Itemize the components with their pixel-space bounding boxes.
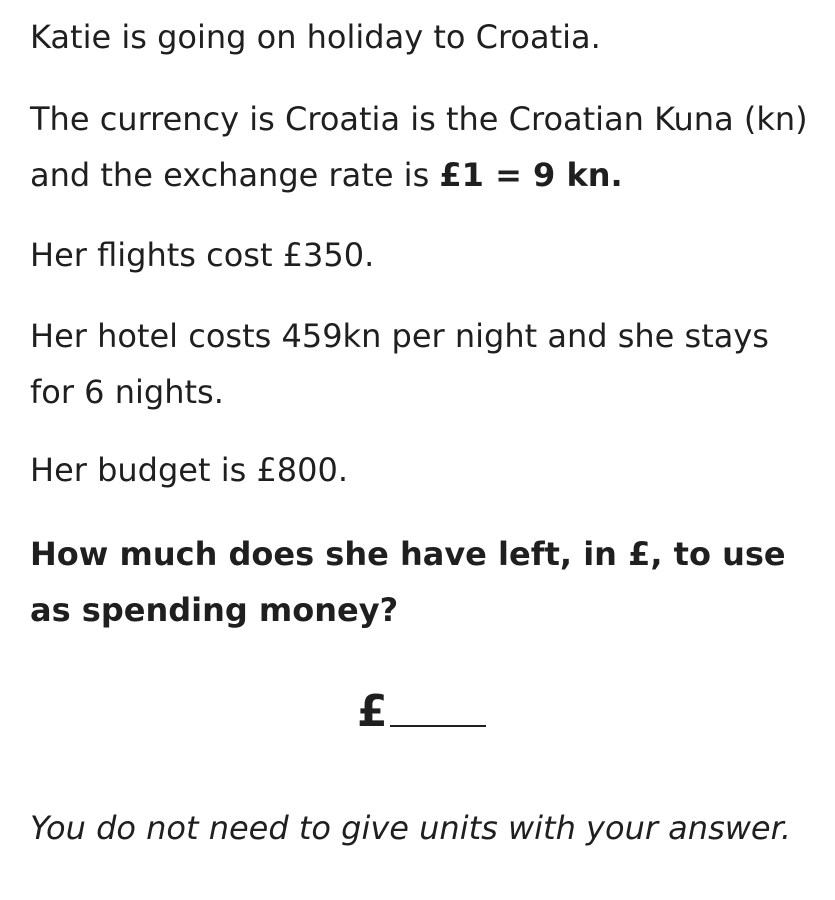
answer-field[interactable]	[357, 686, 486, 737]
budget-sentence: Her budget is £800.	[30, 451, 349, 489]
currency-sentence	[30, 91, 820, 203]
intro-sentence: Katie is going on holiday to Croatia.	[30, 18, 601, 56]
hotel-sentence: Her hotel costs 459kn per night and she stays for 6 nights.	[30, 317, 769, 411]
pound-symbol: £	[357, 686, 388, 737]
currency-text: The currency is Croatia is the Croatian Kuna (kn) and the exchange rate is	[30, 100, 808, 194]
flights-sentence: Her flights cost £350.	[30, 236, 375, 274]
answer-blank[interactable]	[390, 725, 486, 727]
question-prompt: How much does she have left, in £, to use as spending money?	[30, 535, 786, 629]
exchange-rate: £1 = 9 kn.	[439, 156, 623, 194]
units-note: You do not need to give units with your answer.	[30, 809, 791, 847]
